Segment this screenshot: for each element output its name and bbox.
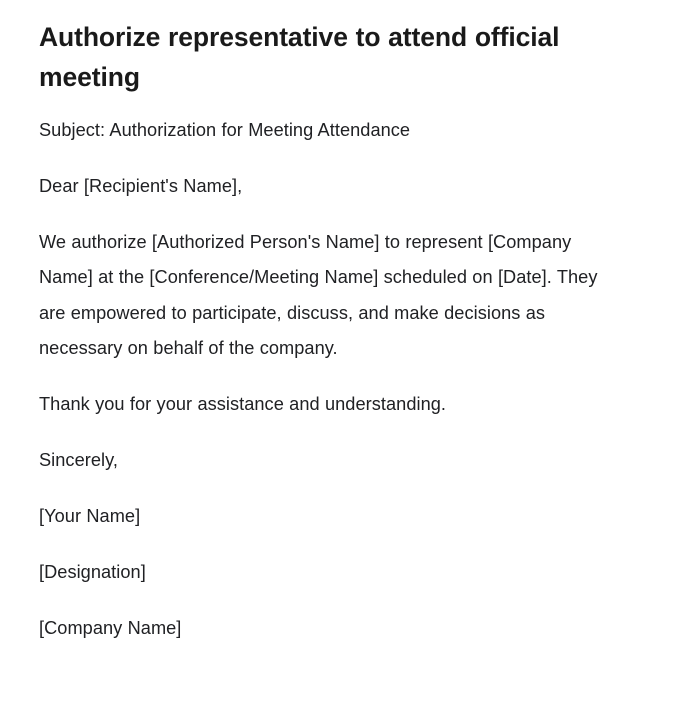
designation-placeholder: [Designation] <box>39 561 146 582</box>
subject-line: Subject: Authorization for Meeting Attendance <box>39 120 411 140</box>
company-name-placeholder: [Company Name] <box>39 617 182 638</box>
body-paragraph: We authorize [Authorized Person's Name] to represent [Company Name] at the [Conference/Meeting Name] scheduled on [Date]. They are empowered to participate, discuss, and make decisions as necessary on behalf of the company. <box>39 231 598 359</box>
letter-document <box>39 17 605 646</box>
letter-body <box>39 113 605 646</box>
salutation-line: Dear [Recipient's Name], <box>39 175 243 196</box>
thanks-paragraph: Thank you for your assistance and understanding. <box>39 393 447 414</box>
signer-name-placeholder: [Your Name] <box>39 505 141 526</box>
page-title: Authorize representative to attend official meeting <box>39 22 560 92</box>
closing-line: Sincerely, <box>39 449 119 470</box>
